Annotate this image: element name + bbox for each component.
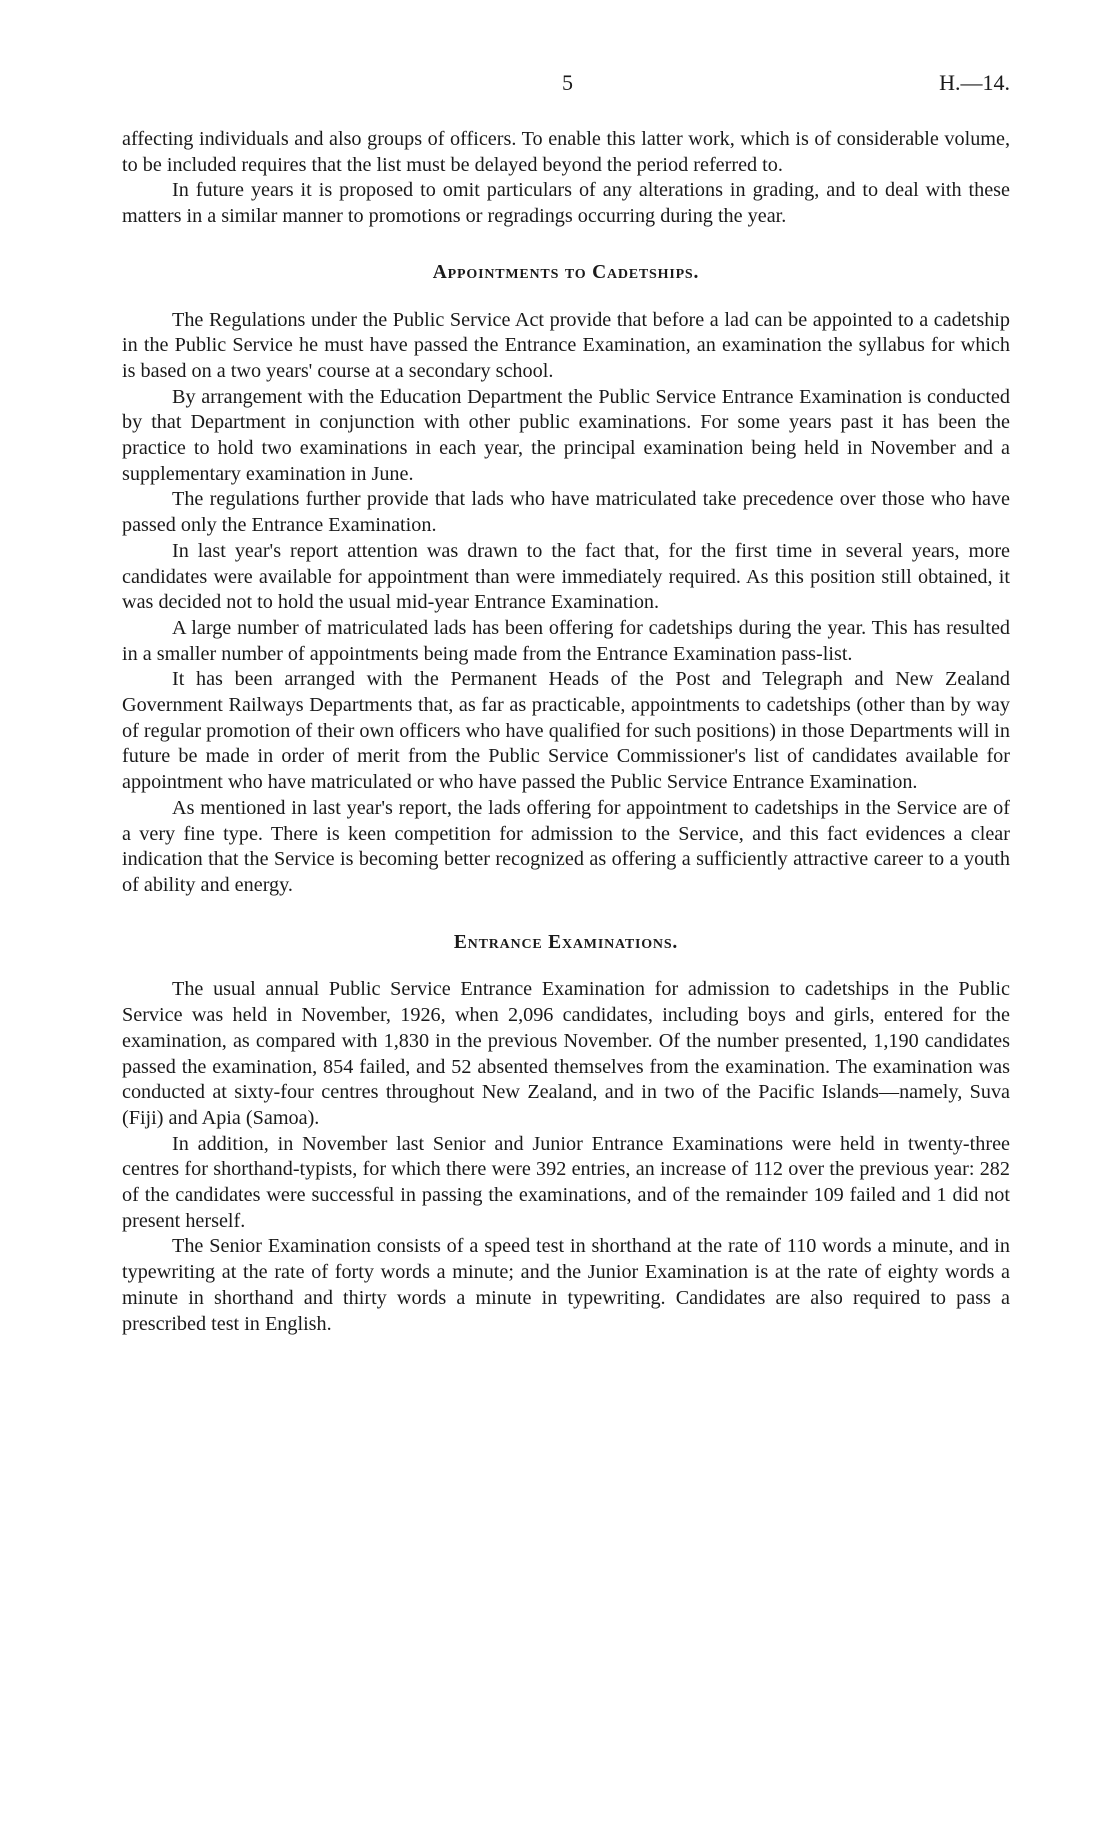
section-heading-entrance-examinations: Entrance Examinations. — [453, 931, 679, 953]
section-heading-cadetships: Appointments to Cadetships. — [432, 261, 700, 283]
page-header — [122, 70, 1012, 100]
paragraph: The regulations further provide that lads who have matriculated take precedence over those who have passed only the Entrance Examination. — [122, 488, 1010, 537]
paragraph: The usual annual Public Service Entrance Examination for admission to cadetships in the Public Service was held in November, 1926, when 2,096 candidates, including boys and girls, entered for the examination, as compared with 1,830 in the previous November. Of the number presented, 1,190 candidates passed the examination, 854 failed, and 52 absented themselves from the examination. The examination was conducted at sixty-four centres throughout New Zealand, and in two of the Pacific Islands—namely, Suva (Fiji) and Apia (Samoa). — [122, 978, 1010, 1129]
document-reference: H.—14. — [939, 70, 1010, 95]
page-number: 5 — [562, 70, 573, 95]
paragraph: As mentioned in last year's report, the lads offering for appointment to cadetships in the Service are of a very fine type. There is keen competition for admission to the Service, and this fact evidences a clear indication that the Service is becoming better recognized as offering a sufficiently attractive career to a youth of ability and energy. — [122, 796, 1010, 896]
paragraph: A large number of matriculated lads has been offering for cadetships during the year. This has resulted in a smaller number of appointments being made from the Entrance Examination pass-list. — [122, 616, 1010, 665]
paragraph: In future years it is proposed to omit particulars of any alterations in grading, and to deal with these matters in a similar manner to promotions or regradings occurring during the year. — [122, 179, 1010, 228]
paragraph: By arrangement with the Education Department the Public Service Entrance Examination is conducted by that Department in conjunction with other public examinations. For some years past it has been the practice to hold two examinations in each year, the principal examination being held in November and a supplementary examination in June. — [122, 385, 1010, 485]
paragraph: The Regulations under the Public Service Act provide that before a lad can be appointed to a cadetship in the Public Service he must have passed the Entrance Examination, an examination the syllabus for which is based on a two years' course at a secondary school. — [122, 308, 1010, 382]
paragraph: In addition, in November last Senior and Junior Entrance Examinations were held in twenty-three centres for shorthand-typists, for which there were 392 entries, an increase of 112 over the previous year: 282 of the candidates were successful in passing the examinations, and of the remainder 109 failed and 1 did not present herself. — [122, 1132, 1010, 1232]
paragraph: It has been arranged with the Permanent Heads of the Post and Telegraph and New Zealand Government Railways Departments that, as far as practicable, appointments to cadetships (other than by way of regular promotion of their own officers who have qualified for such positions) in those Departments will in future be made in order of merit from the Public Service Commissioner's list of candidates available for appointment who have matriculated or who have passed the Public Service Entrance Examination. — [122, 668, 1010, 794]
paragraph: In last year's report attention was drawn to the fact that, for the first time in several years, more candidates were available for appointment than were immediately required. As this position still obtained, it was decided not to hold the usual mid-year Entrance Examination. — [122, 539, 1010, 614]
paragraph: affecting individuals and also groups of officers. To enable this latter work, which is of considerable volume, to be included requires that the list must be delayed beyond the period referred to. — [122, 128, 1010, 176]
paragraph: The Senior Examination consists of a speed test in shorthand at the rate of 110 words a minute, and in typewriting at the rate of forty words a minute; and the Junior Examination is at the rate of eighty words a minute in shorthand and thirty words a minute in typewriting. Candidates are also required to pass a prescribed test in English. — [122, 1235, 1010, 1335]
body-text — [122, 127, 1010, 1337]
